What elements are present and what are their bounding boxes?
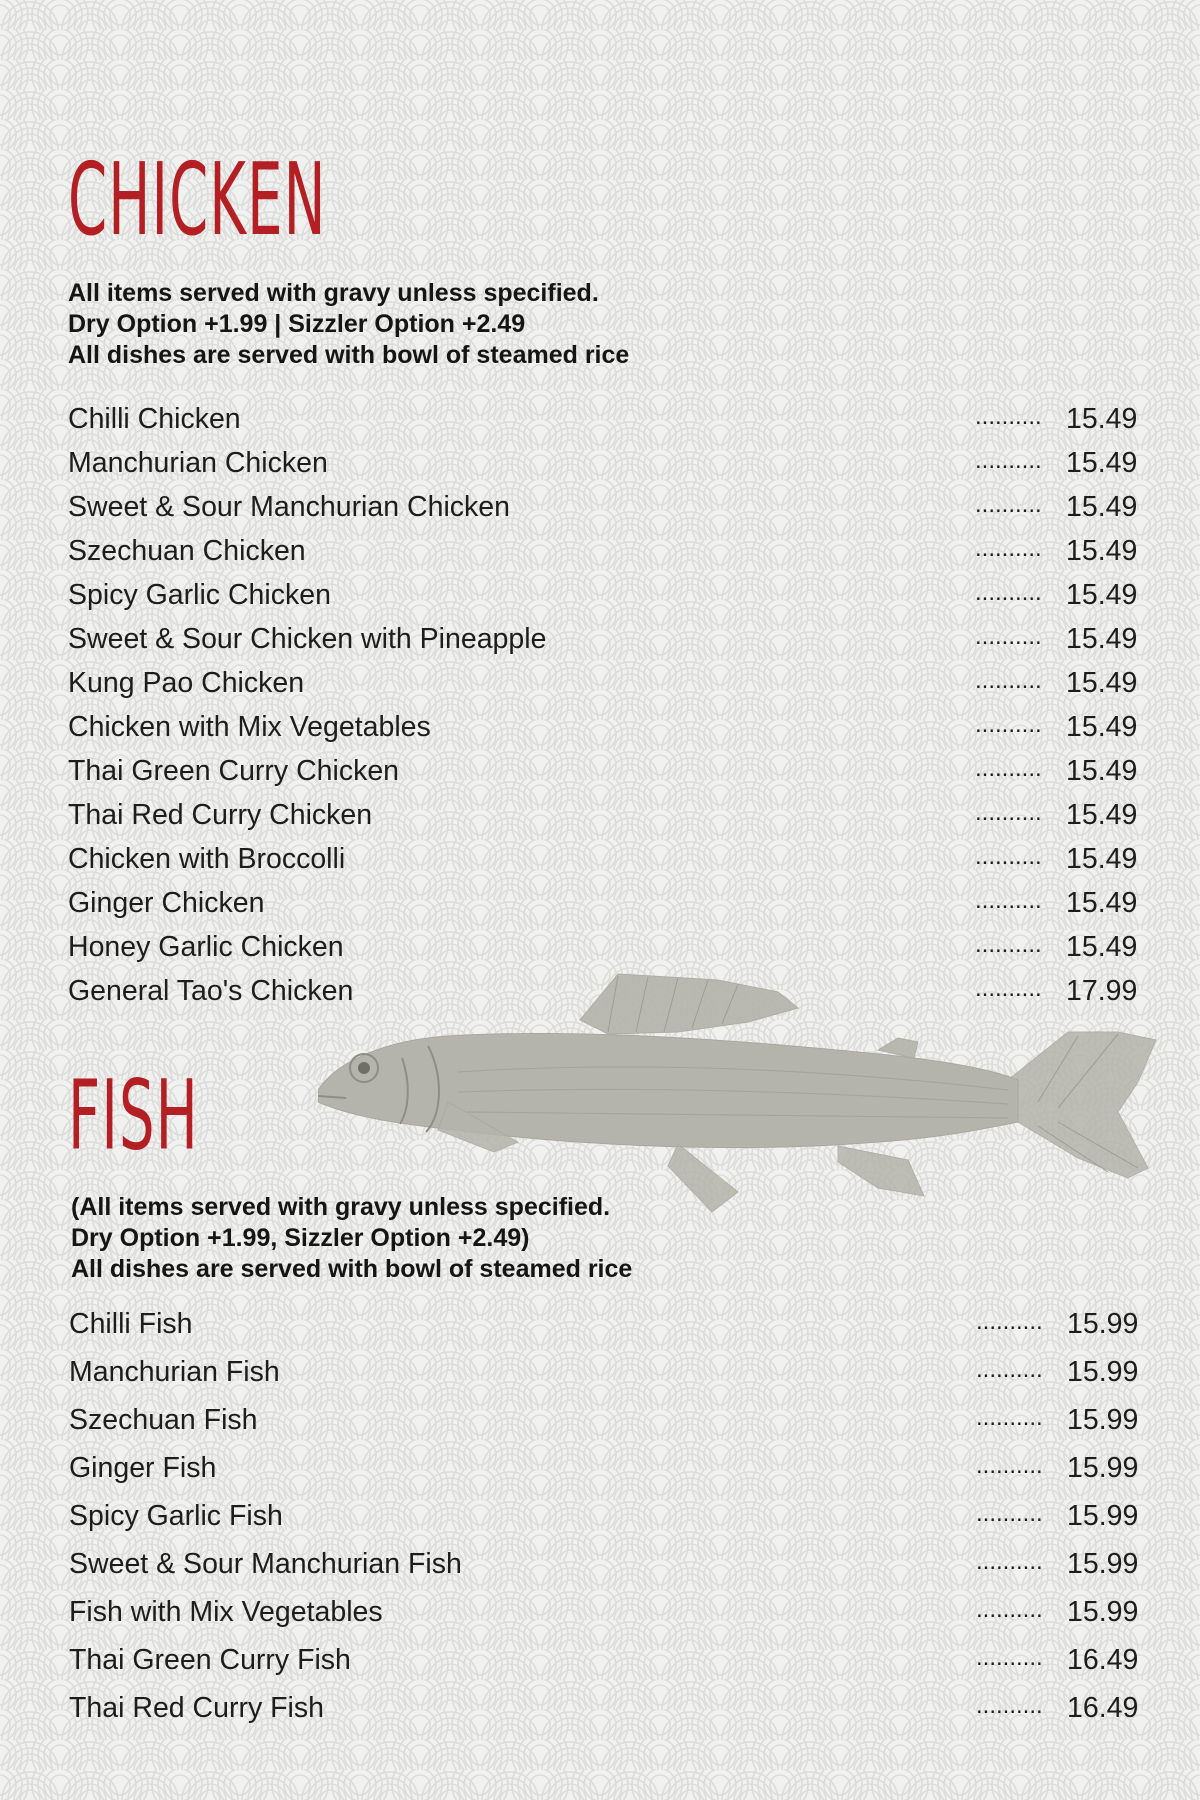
item-price: 15.49 — [1066, 623, 1138, 655]
item-price: 15.49 — [1066, 711, 1138, 743]
menu-item — [68, 931, 1138, 975]
dot-leader: .......... — [976, 1692, 1043, 1719]
item-price: 17.99 — [1066, 975, 1138, 1007]
item-name: Manchurian Chicken — [68, 447, 328, 479]
chicken-note-line: All items served with gravy unless specified. — [68, 279, 599, 307]
item-price: 15.49 — [1066, 403, 1138, 435]
menu-item — [69, 1692, 1139, 1740]
dot-leader: .......... — [975, 931, 1042, 958]
item-name: Spicy Garlic Fish — [69, 1500, 283, 1532]
dot-leader: .......... — [976, 1308, 1043, 1335]
menu-item — [69, 1404, 1139, 1452]
dot-leader: .......... — [975, 623, 1042, 650]
item-name: Kung Pao Chicken — [68, 667, 305, 699]
dot-leader: .......... — [976, 1452, 1043, 1479]
menu-item — [68, 623, 1138, 667]
item-name: Szechuan Fish — [69, 1404, 258, 1436]
item-name: Ginger Fish — [69, 1452, 217, 1484]
menu-item — [69, 1500, 1139, 1548]
dot-leader: .......... — [976, 1404, 1043, 1431]
fish-heading: FISH — [68, 1059, 199, 1172]
menu-item — [68, 843, 1138, 887]
item-price: 15.99 — [1067, 1404, 1139, 1436]
chicken-note-line: All dishes are served with bowl of steamed rice — [68, 341, 630, 369]
fish-note-line: (All items served with gravy unless specified. — [71, 1193, 611, 1221]
dot-leader: .......... — [975, 491, 1042, 518]
menu-item — [68, 403, 1138, 447]
item-price: 15.49 — [1066, 931, 1138, 963]
item-price: 15.49 — [1066, 799, 1138, 831]
item-name: Fish with Mix Vegetables — [69, 1596, 383, 1628]
menu-item — [68, 491, 1138, 535]
dot-leader: .......... — [975, 711, 1042, 738]
menu-item — [68, 755, 1138, 799]
item-price: 15.49 — [1066, 843, 1138, 875]
item-name: Thai Red Curry Fish — [69, 1692, 324, 1724]
chicken-heading: CHICKEN — [68, 141, 327, 258]
item-price: 15.99 — [1067, 1308, 1139, 1340]
item-price: 15.99 — [1067, 1452, 1139, 1484]
fish-note-line: All dishes are served with bowl of steamed rice — [71, 1255, 633, 1283]
item-name: Sweet & Sour Chicken with Pineapple — [68, 623, 547, 655]
menu-item — [68, 447, 1138, 491]
dot-leader: .......... — [975, 535, 1042, 562]
chicken-notes — [68, 278, 629, 371]
menu-item — [68, 579, 1138, 623]
item-price: 15.49 — [1066, 667, 1138, 699]
item-price: 15.49 — [1066, 447, 1138, 479]
fish-menu-list — [69, 1308, 1139, 1740]
menu-item — [68, 667, 1138, 711]
item-name: Chicken with Broccolli — [68, 843, 346, 875]
dot-leader: .......... — [975, 667, 1042, 694]
dot-leader: .......... — [975, 579, 1042, 606]
item-name: Thai Green Curry Chicken — [68, 755, 400, 787]
dot-leader: .......... — [975, 799, 1042, 826]
menu-item — [69, 1452, 1139, 1500]
dot-leader: .......... — [975, 447, 1042, 474]
item-price: 15.49 — [1066, 887, 1138, 919]
menu-item — [68, 711, 1138, 755]
item-name: Chilli Fish — [69, 1308, 193, 1340]
item-name: Spicy Garlic Chicken — [68, 579, 331, 611]
dot-leader: .......... — [975, 975, 1042, 1002]
dot-leader: .......... — [975, 887, 1042, 914]
dot-leader: .......... — [975, 843, 1042, 870]
item-price: 16.49 — [1067, 1692, 1139, 1724]
item-price: 15.99 — [1067, 1356, 1139, 1388]
item-name: Chicken with Mix Vegetables — [68, 711, 431, 743]
item-name: Sweet & Sour Manchurian Fish — [69, 1548, 462, 1580]
chicken-menu-list — [68, 403, 1138, 1019]
dot-leader: .......... — [976, 1644, 1043, 1671]
menu-item — [68, 887, 1138, 931]
item-name: Honey Garlic Chicken — [68, 931, 344, 963]
item-name: Sweet & Sour Manchurian Chicken — [68, 491, 510, 523]
menu-item — [69, 1356, 1139, 1404]
item-price: 15.49 — [1066, 755, 1138, 787]
chicken-note-line: Dry Option +1.99 | Sizzler Option +2.49 — [68, 310, 526, 338]
item-name: General Tao's Chicken — [68, 975, 354, 1007]
item-price: 15.99 — [1067, 1548, 1139, 1580]
item-price: 15.49 — [1066, 579, 1138, 611]
item-name: Thai Red Curry Chicken — [68, 799, 373, 831]
dot-leader: .......... — [976, 1500, 1043, 1527]
dot-leader: .......... — [976, 1356, 1043, 1383]
item-price: 15.99 — [1067, 1596, 1139, 1628]
dot-leader: .......... — [976, 1596, 1043, 1623]
item-price: 15.99 — [1067, 1500, 1139, 1532]
chicken-section — [68, 141, 1138, 1020]
menu-item — [69, 1596, 1139, 1644]
item-price: 15.49 — [1066, 535, 1138, 567]
item-price: 16.49 — [1067, 1644, 1139, 1676]
item-name: Szechuan Chicken — [68, 535, 306, 567]
fish-note-line: Dry Option +1.99, Sizzler Option +2.49) — [71, 1224, 530, 1252]
item-name: Manchurian Fish — [69, 1356, 280, 1388]
item-name: Chilli Chicken — [68, 403, 241, 435]
menu-item — [68, 975, 1138, 1019]
fish-section — [68, 1060, 1138, 1740]
item-price: 15.49 — [1066, 491, 1138, 523]
fish-notes — [71, 1192, 632, 1285]
dot-leader: .......... — [975, 403, 1042, 430]
menu-item — [69, 1644, 1139, 1692]
dot-leader: .......... — [975, 755, 1042, 782]
menu-item — [68, 535, 1138, 579]
menu-item — [68, 799, 1138, 843]
item-name: Ginger Chicken — [68, 887, 265, 919]
menu-item — [69, 1308, 1139, 1356]
item-name: Thai Green Curry Fish — [69, 1644, 351, 1676]
menu-item — [69, 1548, 1139, 1596]
dot-leader: .......... — [976, 1548, 1043, 1575]
